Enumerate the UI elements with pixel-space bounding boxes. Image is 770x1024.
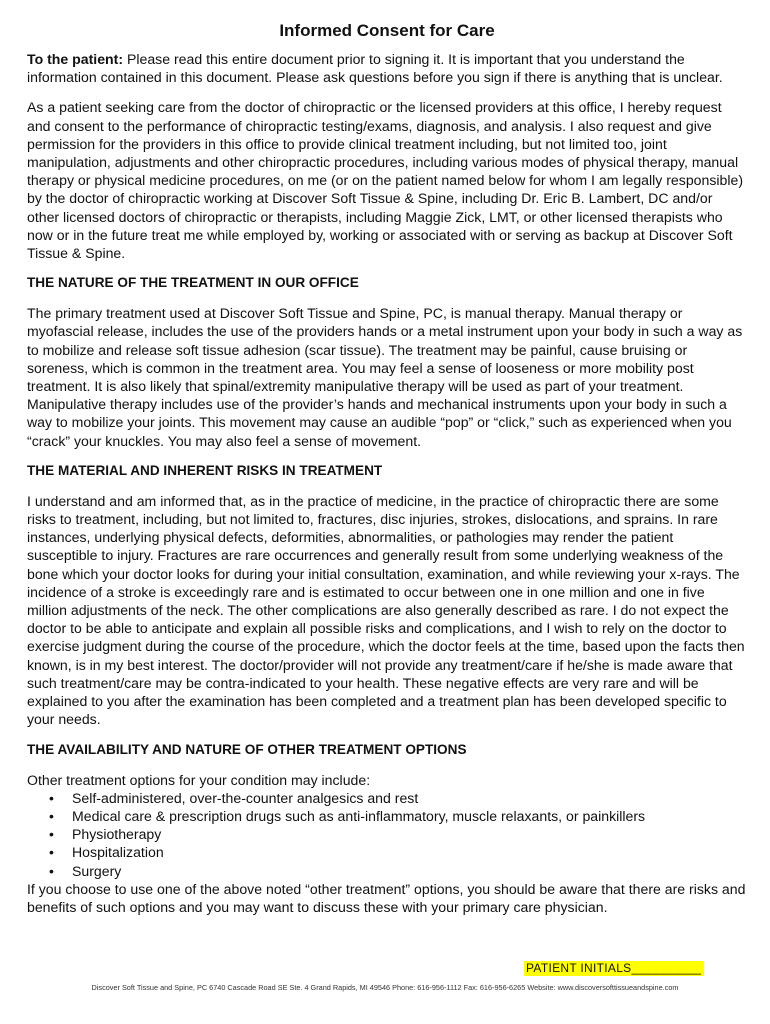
list-item: • Surgery (49, 862, 122, 879)
risks-heading: THE MATERIAL AND INHERENT RISKS IN TREATMENT (27, 462, 383, 478)
options-closing: If you choose to use one of the above noted “other treatment” options, you should be aware that there are risks and benefits of such options and you may want to discuss these with your primary care physician. (27, 880, 746, 915)
bullet-icon: • (49, 862, 54, 879)
intro-text: Please read this entire document prior to signing it. It is important that you understand the information contained in this document. Please ask questions before you sign if there is anything that is unclear. (27, 51, 723, 86)
list-item: • Medical care & prescription drugs such as anti-inflammatory, muscle relaxants, or painkillers (49, 807, 646, 824)
document-title: Informed Consent for Care (279, 21, 495, 40)
consent-paragraph: As a patient seeking care from the doctor of chiropractic or the licensed providers at this office, I hereby request and consent to the performance of chiropractic testing/exams, diagnosis, and analysis. I also request and give permission for the providers in this office to provide clinical treatment including, but not limited too, joint manipulation, adjustments and other chiropractic procedures, including various modes of physical therapy, manual therapy or physical medicine procedures, on me (or on the patient named below for whom I am legally responsible) by the doctor of chiropractic working at Discover Soft Tissue & Spine, including Dr. Eric B. Lambert, DC and/or other licensed doctors of chiropractic or therapists, including Maggie Zick, LMT, or other licensed therapists who now or in the future treat me while employed by, working or associated with or serving as backup at Discover Soft Tissue & Spine. (27, 99, 744, 262)
bullet-icon: • (49, 807, 54, 824)
bullet-icon: • (49, 826, 54, 843)
intro-paragraph (27, 50, 747, 86)
options-lead: Other treatment options for your condition may include: (27, 771, 371, 788)
intro-label: To the patient: (27, 51, 124, 67)
options-list (27, 789, 747, 880)
bullet-icon: • (49, 844, 54, 861)
patient-initials-field[interactable]: PATIENT INITIALS__________ (524, 961, 704, 976)
bullet-icon: • (49, 789, 54, 806)
footer-contact: Discover Soft Tissue and Spine, PC 6740 Cascade Road SE Ste. 4 Grand Rapids, MI 49546 Phone: 616-956-1112 Fax: 616-956-6265 Website: www.discoversofttissueandspine.com (91, 983, 679, 992)
risks-paragraph: I understand and am informed that, as in the practice of medicine, in the practice of chiropractic there are some risks to treatment, including, but not limited to, fractures, disc injuries, strokes, dislocations, and sprains. In rare instances, underlying physical defects, deformities, abnormalities, or pathologies may render the patient susceptible to injury. Fractures are rare occurrences and generally result from some underlying weakness of the bone which your doctor looks for during your initial consultation, examination, and while reviewing your x-rays. The incidence of a stroke is exceedingly rare and is estimated to occur between one in one million and one in five million adjustments of the neck. The other complications are also generally described as rare. I do not expect the doctor to be able to anticipate and explain all possible risks and complications, and I wish to rely on the doctor to exercise judgment during the course of the procedure, which the doctor feels at the time, based upon the facts then known, is in my best interest. The doctor/provider will not provide any treatment/care if he/she is made aware that such treatment/care may be contra-indicated to your health. These negative effects are very rare and will be explained to you after the examination has been completed and a treatment plan has been developed specific to your needs. (27, 492, 745, 728)
list-item: • Physiotherapy (49, 826, 162, 843)
nature-heading: THE NATURE OF THE TREATMENT IN OUR OFFICE (27, 275, 359, 291)
consent-document (27, 20, 747, 928)
list-item: • Hospitalization (49, 844, 164, 861)
list-item: • Self-administered, over-the-counter analgesics and rest (49, 789, 419, 806)
nature-paragraph: The primary treatment used at Discover Soft Tissue and Spine, PC, is manual therapy. Manual therapy or myofascial release, includes the use of the providers hands or a metal instrument upon your body in such a way as to mobilize and release soft tissue adhesion (scar tissue). The treatment may be painful, cause bruising or soreness, which is common in the treatment area. You may feel a sense of looseness or more mobility post treatment. It is also likely that spinal/extremity manipulative therapy will be used as part of your treatment. Manipulative therapy includes use of the provider’s hands and mechanical instruments upon your body in such a way to mobilize your joints. This movement may cause an audible “pop” or “click,” such as experienced when you “crack” your knuckles. You may also feel a sense of movement. (27, 305, 743, 449)
options-heading: THE AVAILABILITY AND NATURE OF OTHER TREATMENT OPTIONS (27, 741, 467, 757)
